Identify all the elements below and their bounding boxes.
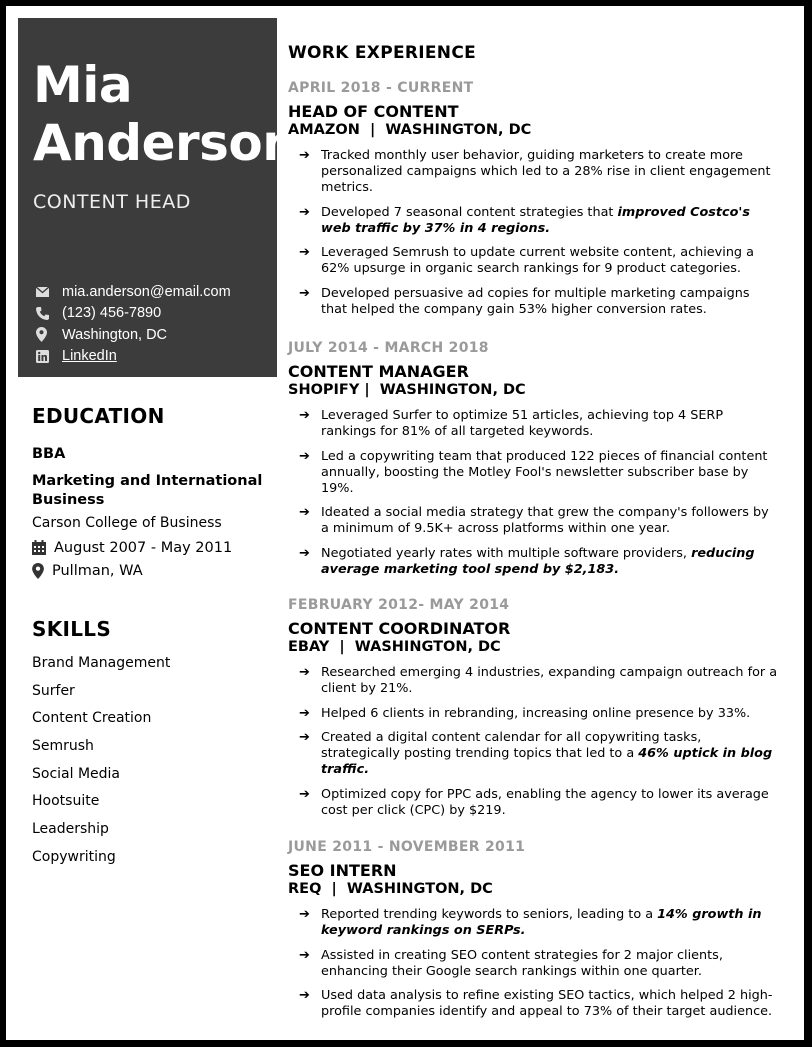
map-pin-icon — [36, 327, 62, 342]
arrow-right-icon: ➔ — [299, 988, 310, 1003]
calendar-icon — [32, 540, 46, 555]
job-bullets — [288, 148, 778, 318]
envelope-icon — [36, 287, 62, 297]
education-section — [32, 446, 272, 582]
arrow-right-icon: ➔ — [299, 730, 310, 745]
map-pin-icon — [32, 563, 44, 579]
contact-email — [36, 281, 231, 303]
school: Carson College of Business — [32, 515, 222, 531]
bullet-item: ➔ Assisted in creating SEO content strategies for 2 major clients, enhancing their Google search rankings within one quarter. — [299, 947, 723, 979]
arrow-right-icon: ➔ — [299, 705, 310, 721]
contact-list — [36, 281, 231, 367]
arrow-right-icon: ➔ — [299, 907, 310, 922]
job-title: CONTENT COORDINATOR — [288, 619, 511, 638]
last-name: Anderson — [33, 114, 298, 172]
arrow-right-icon: ➔ — [299, 204, 310, 220]
skill-item: Social Media — [32, 765, 121, 782]
bullet-item: ➔ Developed persuasive ad copies for multiple marketing campaigns that helped the company gain 53% higher conversion rates. — [299, 285, 750, 317]
job-dates: JUNE 2011 - NOVEMBER 2011 — [288, 839, 526, 855]
arrow-right-icon: ➔ — [299, 947, 310, 963]
skill-item: Leadership — [32, 821, 109, 838]
bullet-item: ➔ Leveraged Surfer to optimize 51 articles, achieving top 4 SERP rankings for 81% of all targeted keywords. — [299, 408, 724, 439]
bullet-item: ➔ Developed 7 seasonal content strategies that improved Costco's web traffic by 37% in 4 regions. — [299, 204, 750, 236]
arrow-right-icon: ➔ — [299, 148, 310, 163]
contact-phone — [36, 303, 231, 325]
contact-linkedin[interactable] — [36, 346, 231, 368]
skill-item: Hootsuite — [32, 793, 100, 810]
work-experience-heading: WORK EXPERIENCE — [288, 43, 477, 63]
linkedin-link[interactable]: LinkedIn — [62, 348, 117, 365]
job-entry — [288, 839, 778, 1029]
bullet-item: ➔ Optimized copy for PPC ads, enabling the agency to lower its average cost per click (CPC) by $219. — [299, 786, 769, 818]
skill-item: Semrush — [32, 738, 94, 755]
bullet-item: ➔ Negotiated yearly rates with multiple software providers, reducing average marketing tool spend by $2,183. — [299, 545, 755, 577]
skill-item: Content Creation — [32, 710, 152, 727]
job-dates: APRIL 2018 - CURRENT — [288, 80, 474, 96]
contact-location — [36, 324, 231, 346]
edu-location-text: Pullman, WA — [52, 562, 143, 579]
linkedin-icon — [36, 350, 62, 363]
job-title: SEO INTERN — [288, 861, 397, 880]
bullet-item: ➔ Researched emerging 4 industries, expanding campaign outreach for a client by 21%. — [299, 665, 778, 696]
bullet-item: ➔ Created a digital content calendar for all copywriting tasks, strategically posting trending topics that led to a 46% uptick in blog traffic. — [299, 730, 773, 777]
location-text: Washington, DC — [62, 326, 168, 343]
arrow-right-icon: ➔ — [299, 786, 310, 802]
education-heading: EDUCATION — [32, 404, 165, 428]
job-bullets — [288, 907, 778, 1020]
candidate-name — [33, 56, 297, 172]
job-dates: JULY 2014 - MARCH 2018 — [288, 340, 489, 356]
job-dates: FEBRUARY 2012- MAY 2014 — [288, 597, 510, 613]
phone-text: (123) 456-7890 — [62, 305, 162, 322]
arrow-right-icon: ➔ — [299, 545, 310, 561]
arrow-right-icon: ➔ — [299, 448, 310, 464]
arrow-right-icon: ➔ — [299, 245, 310, 260]
first-name: Mia — [33, 56, 133, 114]
degree: BBA — [32, 446, 66, 462]
skills-heading: SKILLS — [32, 617, 112, 641]
education-location — [32, 559, 272, 582]
email-text: mia.anderson@email.com — [62, 283, 231, 300]
bullet-item: ➔ Helped 6 clients in rebranding, increasing online presence by 33%. — [299, 705, 751, 721]
candidate-role: CONTENT HEAD — [33, 191, 191, 213]
bullet-item: ➔ Ideated a social media strategy that grew the company's followers by a minimum of 9.5K+ across platforms within one year. — [299, 505, 769, 536]
education-dates — [32, 536, 272, 559]
arrow-right-icon: ➔ — [299, 665, 310, 680]
bullet-item: ➔ Used data analysis to refine existing SEO tactics, which helped 2 high-profile companies identify and appeal to 73% of their target audience. — [299, 988, 773, 1019]
job-company: REQ | WASHINGTON, DC — [288, 881, 493, 897]
major: Marketing and International Business — [32, 473, 263, 508]
arrow-right-icon: ➔ — [299, 505, 310, 520]
bullet-item: ➔ Tracked monthly user behavior, guiding marketers to create more personalized campaigns which led to a 28% rise in client engagement metrics. — [299, 148, 771, 195]
job-title: HEAD OF CONTENT — [288, 102, 459, 121]
resume-page — [6, 6, 804, 1040]
job-entry — [288, 597, 778, 827]
bullet-item: ➔ Led a copywriting team that produced 122 pieces of financial content annually, boosting the Motley Fool's newsletter subscriber base by 19%. — [299, 448, 768, 496]
arrow-right-icon: ➔ — [299, 285, 310, 301]
phone-icon — [36, 307, 62, 320]
job-company: EBAY | WASHINGTON, DC — [288, 639, 501, 655]
job-entry — [288, 340, 778, 586]
job-title: CONTENT MANAGER — [288, 362, 469, 381]
skill-item: Surfer — [32, 682, 75, 699]
skills-list — [32, 655, 170, 877]
job-bullets — [288, 408, 778, 578]
skill-item: Copywriting — [32, 848, 116, 865]
job-bullets — [288, 665, 778, 819]
header-panel — [18, 18, 298, 377]
arrow-right-icon: ➔ — [299, 408, 310, 423]
job-company: AMAZON | WASHINGTON, DC — [288, 122, 532, 138]
skill-item: Brand Management — [32, 655, 171, 671]
bullet-item: ➔ Leveraged Semrush to update current website content, achieving a 62% upsurge in organic search rankings for 9 product categories. — [299, 245, 754, 276]
bullet-item: ➔ Reported trending keywords to seniors, leading to a 14% growth in keyword rankings on SERPs. — [299, 907, 762, 938]
dates-text: August 2007 - May 2011 — [54, 539, 233, 556]
job-entry — [288, 80, 778, 326]
job-company: SHOPIFY | WASHINGTON, DC — [288, 382, 526, 398]
